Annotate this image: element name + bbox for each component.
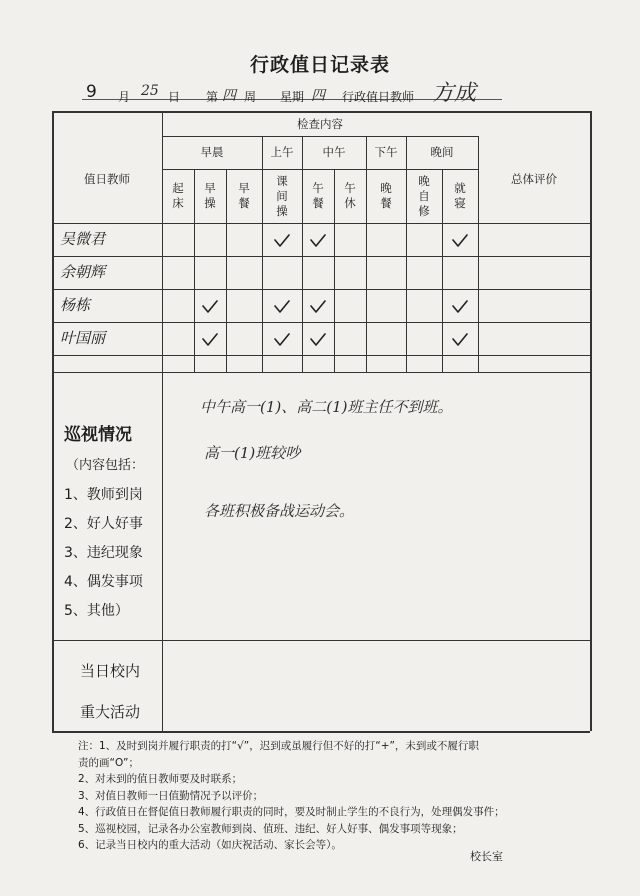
week-prefix: 第	[206, 90, 219, 104]
hline-patrol-bottom	[52, 640, 590, 641]
teacher-name-signature: 吴微君	[60, 230, 106, 248]
hline-row	[52, 372, 590, 373]
footer-office: 校长室	[470, 850, 503, 863]
admin-teacher-signature: 方成	[432, 81, 477, 106]
patrol-item: 5、其他）	[64, 603, 129, 619]
checkmark-icon	[452, 299, 468, 313]
item-label: 午 休	[344, 181, 356, 210]
weekday-label: 星期	[280, 90, 305, 104]
patrol-content-label: （内容包括：	[66, 458, 145, 473]
major-label-1: 当日校内	[80, 662, 141, 680]
check-content-label: 检查内容	[297, 117, 343, 131]
note-line: 4、行政值日在督促值日教师履行职责的同时，要及时制止学生的不良行为，处理偶发事件；	[78, 806, 505, 818]
table-border-bottom	[52, 731, 590, 733]
note-line: 责的画“O”；	[78, 756, 139, 769]
checkmark-icon	[310, 233, 326, 247]
checkmark-icon	[310, 299, 326, 313]
patrol-item: 3、违纪现象	[64, 545, 143, 561]
note-line: 6、记录当日校内的重大活动（如庆祝活动、家长会等）。	[78, 839, 342, 851]
item-label: 起 床	[172, 181, 184, 210]
overall-eval-label: 总体评价	[511, 172, 557, 186]
page-title: 行政值日记录表	[249, 54, 390, 76]
day-value: 25	[141, 83, 159, 99]
teacher-name-signature: 余朝辉	[60, 263, 106, 281]
checkmark-icon	[452, 233, 468, 247]
week-value: 四	[222, 88, 236, 104]
checkmark-icon	[274, 332, 290, 346]
vline-major	[162, 640, 163, 731]
checkmark-icon	[274, 299, 290, 313]
checkmark-icon	[202, 299, 218, 313]
day-label: 日	[168, 90, 181, 104]
week-suffix: 周	[244, 90, 257, 104]
patrol-handwritten-note: 高一(1)班较吵	[204, 444, 301, 462]
item-label: 早 操	[204, 181, 216, 210]
teacher-column-label: 值日教师	[84, 172, 130, 186]
note-line: 注：1、及时到岗并履行职责的打“√”，迟到或虽履行但不好的打“+”，未到或不履行职	[78, 740, 479, 752]
checkmark-icon	[202, 332, 218, 346]
weekday-value: 四	[311, 88, 325, 104]
month-value: 9	[86, 82, 97, 102]
patrol-item: 2、好人好事	[64, 516, 143, 532]
teacher-name-signature: 叶国丽	[60, 329, 106, 347]
note-line: 5、巡视校园，记录各办公室教师到岗、值班、违纪、好人好事、偶发事项等现象；	[78, 822, 463, 835]
group-label: 中午	[322, 145, 346, 159]
patrol-title: 巡视情况	[64, 425, 132, 445]
group-label: 上午	[270, 145, 294, 159]
checkmark-icon	[310, 332, 326, 346]
teacher-name-signature: 杨栋	[60, 296, 91, 314]
table-border-right	[590, 111, 592, 731]
month-label: 月	[118, 90, 131, 104]
teacher-name-signature	[54, 355, 166, 372]
group-label: 下午	[374, 145, 398, 159]
note-line: 2、对未到的值日教师要及时联系；	[78, 773, 243, 785]
item-label: 晚 自 修	[418, 173, 430, 218]
group-label: 晚间	[430, 145, 454, 159]
item-label: 课 间 操	[276, 173, 288, 218]
checkmark-icon	[274, 233, 290, 247]
item-label: 早 餐	[238, 181, 250, 210]
admin-teacher-label: 行政值日教师	[342, 90, 415, 104]
item-label: 就 寝	[454, 181, 466, 210]
checkmark-icon	[452, 332, 468, 346]
item-label: 午 餐	[312, 181, 324, 210]
patrol-item: 1、教师到岗	[64, 487, 143, 503]
major-label-2: 重大活动	[80, 703, 141, 721]
patrol-handwritten-note: 中午高一(1)、高二(1)班主任不到班。	[200, 398, 453, 416]
patrol-item: 4、偶发事项	[64, 574, 143, 590]
group-label: 早晨	[200, 145, 224, 159]
item-label: 晚 餐	[380, 181, 392, 210]
patrol-handwritten-note: 各班积极备战运动会。	[204, 502, 355, 520]
note-line: 3、对值日教师一日值勤情况予以评价；	[78, 789, 264, 802]
